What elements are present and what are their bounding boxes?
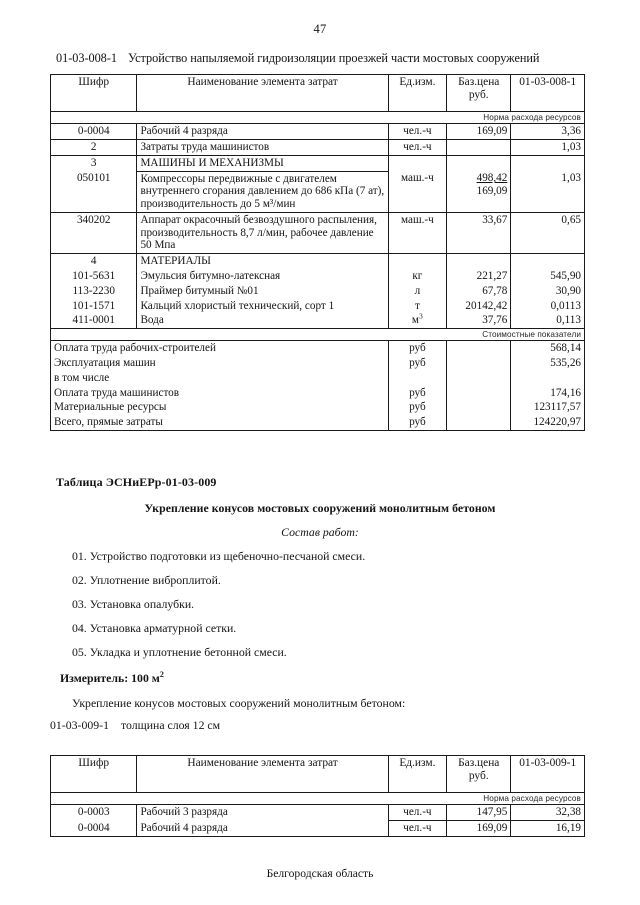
cost-unit: руб <box>388 386 446 401</box>
section2 <box>50 475 590 733</box>
cell-name: Кальций хлористый технический, сорт 1 <box>137 299 388 314</box>
cell-name: Рабочий 3 разряда <box>137 805 388 821</box>
cell-price-secondary: 169,09 <box>476 184 508 197</box>
cell-unit <box>388 155 446 171</box>
cell-name: Затраты труда машинистов <box>137 140 388 156</box>
header-price-line2: руб. <box>468 89 489 101</box>
cell-name: Рабочий 4 разряда <box>137 821 388 837</box>
cost-price <box>447 356 511 371</box>
cell-norm: 545,90 <box>511 269 585 284</box>
cost-price <box>447 371 511 386</box>
cell-code: 113-2230 <box>51 284 137 299</box>
header-name: Наименование элемента затрат <box>137 75 388 112</box>
table-header-row <box>51 756 585 793</box>
section2-table-label: Таблица ЭСНиЕРр-01-03-009 <box>56 475 217 489</box>
table-row <box>51 140 585 156</box>
cell-price: 221,27 <box>447 269 511 284</box>
cell-unit: чел.-ч <box>388 821 446 837</box>
measure-exponent: 2 <box>159 670 164 680</box>
cell-code: 0-0004 <box>51 124 137 140</box>
cell-norm: 0,65 <box>511 212 585 253</box>
cell-unit <box>388 254 446 269</box>
header-code: Шифр <box>51 756 137 793</box>
cell-norm: 1,03 <box>511 171 585 212</box>
header-price-line1: Баз.цена <box>458 757 500 769</box>
cost-unit: руб <box>388 415 446 430</box>
header-price <box>447 75 511 112</box>
cell-price: 33,67 <box>447 212 511 253</box>
table-row <box>51 299 585 314</box>
cost-unit: руб <box>388 400 446 415</box>
section1-title-line <box>56 51 590 66</box>
section1-code: 01-03-008-1 <box>56 51 117 65</box>
cell-code: 0-0004 <box>51 821 137 837</box>
cell-price: 147,95 <box>447 805 511 821</box>
cost-value: 174,16 <box>511 386 585 401</box>
cell-code: 050101 <box>51 171 137 212</box>
header-price-line1: Баз.цена <box>458 76 500 88</box>
cost-row <box>51 341 585 356</box>
cell-code: 101-5631 <box>51 269 137 284</box>
cell-unit: л <box>388 284 446 299</box>
cell-price: 169,09 <box>447 821 511 837</box>
cell-norm: 30,90 <box>511 284 585 299</box>
cell-norm: 1,03 <box>511 140 585 156</box>
section1-title-text: Устройство напыляемой гидроизоляции проезжей части мостовых сооружений <box>127 51 540 65</box>
table-row <box>51 269 585 284</box>
header-norm: 01-03-009-1 <box>511 756 585 793</box>
work-item: 05. Укладка и уплотнение бетонной смеси. <box>72 645 287 659</box>
variant-line <box>50 718 590 733</box>
cost-label: в том числе <box>51 371 389 386</box>
header-price-line2: руб. <box>468 770 489 782</box>
cost-price <box>447 415 511 430</box>
cell-code: 4 <box>51 254 137 269</box>
cost-row <box>51 371 585 386</box>
cell-price: 169,09 <box>447 124 511 140</box>
cell-price <box>447 140 511 156</box>
cost-value: 568,14 <box>511 341 585 356</box>
band-row-cost <box>51 329 585 341</box>
cell-name: Эмульсия битумно-латексная <box>137 269 388 284</box>
header-name: Наименование элемента затрат <box>137 756 388 793</box>
measure-text: Измеритель: 100 м <box>60 671 160 685</box>
cost-row <box>51 356 585 371</box>
cost-label: Материальные ресурсы <box>51 400 389 415</box>
cost-row <box>51 415 585 430</box>
cell-unit: кг <box>388 269 446 284</box>
cell-code: 3 <box>51 155 137 171</box>
cell-unit: маш.-ч <box>388 171 446 212</box>
band-label-resources: Норма расхода ресурсов <box>51 793 585 805</box>
work-item: 03. Установка опалубки. <box>72 597 195 611</box>
cost-label: Эксплуатация машин <box>51 356 389 371</box>
resource-table-2-wrapper <box>50 755 590 837</box>
cell-price: 20142,42 <box>447 299 511 314</box>
cell-price <box>447 254 511 269</box>
cell-code: 340202 <box>51 212 137 253</box>
cell-unit: чел.-ч <box>388 124 446 140</box>
table-row <box>51 313 585 328</box>
resource-table-2 <box>50 755 585 837</box>
table-row-group-header <box>51 155 585 171</box>
work-item: 04. Установка арматурной сетки. <box>72 621 237 635</box>
works-label: Состав работ: <box>281 525 359 539</box>
cost-value: 535,26 <box>511 356 585 371</box>
cell-unit: чел.-ч <box>388 140 446 156</box>
cost-price <box>447 341 511 356</box>
cell-price: 67,78 <box>447 284 511 299</box>
header-unit: Ед.изм. <box>388 75 446 112</box>
measure-label <box>60 671 590 686</box>
header-code: Шифр <box>51 75 137 112</box>
unit-exponent: 3 <box>419 311 423 321</box>
band-row-resources <box>51 112 585 124</box>
cost-value <box>511 371 585 386</box>
cell-norm <box>511 155 585 171</box>
cell-unit: $м^3$ <box>388 313 446 328</box>
cell-code: 101-1571 <box>51 299 137 314</box>
cell-norm <box>511 254 585 269</box>
cost-row <box>51 400 585 415</box>
section2-lead-line: Укрепление конусов мостовых сооружений монолитным бетоном: <box>72 696 406 710</box>
cost-unit: руб <box>388 356 446 371</box>
cost-unit: руб <box>388 341 446 356</box>
cost-label: Оплата труда рабочих-строителей <box>51 341 389 356</box>
cell-name: Аппарат окрасочный безвоздушного распыления, производительность 8,7 л/мин, рабочее давление 50 Мпа <box>137 212 388 253</box>
cost-price <box>447 400 511 415</box>
table-row <box>51 212 585 253</box>
band-label-resources: Норма расхода ресурсов <box>51 112 585 124</box>
cost-value: 123117,57 <box>511 400 585 415</box>
cost-price <box>447 386 511 401</box>
page-footer: Белгородская область <box>266 866 374 880</box>
table-row <box>51 821 585 837</box>
work-item: 01. Устройство подготовки из щебеночно-песчаной смеси. <box>72 549 366 563</box>
cell-name: Рабочий 4 разряда <box>137 124 388 140</box>
cell-price <box>447 155 511 171</box>
cell-price <box>447 171 511 212</box>
cell-norm: 3,36 <box>511 124 585 140</box>
header-price <box>447 756 511 793</box>
cell-price-primary: 498,42 <box>476 172 508 185</box>
cell-norm: 0,0113 <box>511 299 585 314</box>
cost-row <box>51 386 585 401</box>
cell-name: Компрессоры передвижные с двигателем внутреннего сгорания давлением до 686 кПа (7 ат), производительность до 5 м³/мин <box>137 171 388 212</box>
table-row <box>51 284 585 299</box>
section2-title: Укрепление конусов мостовых сооружений монолитным бетоном <box>144 501 496 515</box>
cell-code: 2 <box>51 140 137 156</box>
cell-unit: маш.-ч <box>388 212 446 253</box>
page-number: 47 <box>313 22 327 36</box>
cost-label: Оплата труда машинистов <box>51 386 389 401</box>
cell-code: 0-0003 <box>51 805 137 821</box>
variant-code: 01-03-009-1 <box>50 718 109 732</box>
cell-code: 411-0001 <box>51 313 137 328</box>
header-norm: 01-03-008-1 <box>511 75 585 112</box>
cell-norm: 16,19 <box>511 821 585 837</box>
work-item: 02. Уплотнение виброплитой. <box>72 573 221 587</box>
cost-value: 124220,97 <box>511 415 585 430</box>
cell-price: 37,76 <box>447 313 511 328</box>
cell-norm: 0,113 <box>511 313 585 328</box>
cost-unit <box>388 371 446 386</box>
cell-name: МАТЕРИАЛЫ <box>137 254 388 269</box>
header-unit: Ед.изм. <box>388 756 446 793</box>
table-header-row <box>51 75 585 112</box>
cell-name: Вода <box>137 313 388 328</box>
cell-name: Праймер битумный №01 <box>137 284 388 299</box>
band-row-resources <box>51 793 585 805</box>
table-row-group-header <box>51 254 585 269</box>
table-row <box>51 171 585 212</box>
resource-table-1 <box>50 74 585 431</box>
table-row <box>51 124 585 140</box>
table-row <box>51 805 585 821</box>
cell-name: МАШИНЫ И МЕХАНИЗМЫ <box>137 155 388 171</box>
cell-unit: т <box>388 299 446 314</box>
variant-text: толщина слоя 12 см <box>120 718 221 732</box>
cell-norm: 32,38 <box>511 805 585 821</box>
cost-label: Всего, прямые затраты <box>51 415 389 430</box>
cell-unit: чел.-ч <box>388 805 446 821</box>
band-label-cost: Стоимостные показатели <box>51 329 585 341</box>
